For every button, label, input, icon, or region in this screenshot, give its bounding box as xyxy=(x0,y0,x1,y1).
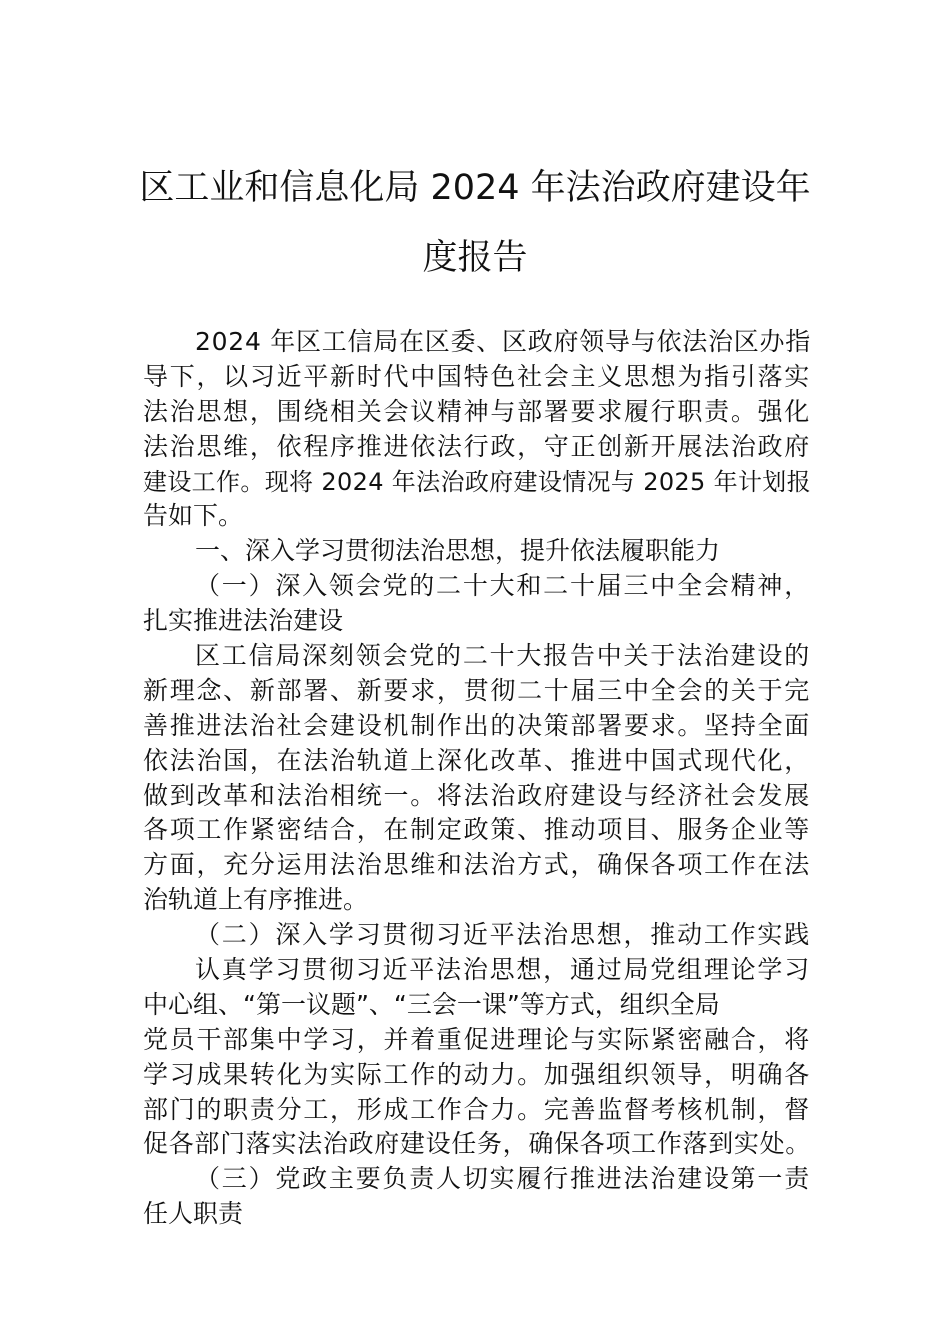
text-line: 一、深入学习贯彻法治思想，提升依法履职能力 xyxy=(195,536,721,566)
text-line: （三）党政主要负责人切实履行推进法治建设第一责 xyxy=(195,1164,811,1194)
text-line: （一）深入领会党的二十大和二十届三中全会精神， xyxy=(195,571,811,601)
text-line: 告如下。 xyxy=(143,501,244,531)
document-title-line-1: 区工业和信息化局 2024 年法治政府建设年 xyxy=(139,168,811,208)
text-line: 依法治国，在法治轨道上深化改革、推进中国式现代化， xyxy=(143,745,811,775)
document-body xyxy=(143,325,811,1232)
text-line: 做到改革和法治相统一。将法治政府建设与经济社会发展 xyxy=(143,780,811,810)
text-line: （二）深入学习贯彻习近平法治思想，推动工作实践 xyxy=(195,920,811,950)
text-line: 2024 年区工信局在区委、区政府领导与依法治区办指 xyxy=(195,327,811,356)
text-line: 部门的职责分工，形成工作合力。完善监督考核机制，督 xyxy=(143,1094,811,1124)
text-line: 促各部门落实法治政府建设任务，确保各项工作落到实处。 xyxy=(143,1129,811,1159)
document-title-line-2: 度报告 xyxy=(422,238,528,278)
text-line: 任人职责 xyxy=(143,1199,244,1229)
text-line: 法治思想，围绕相关会议精神与部署要求履行职责。强化 xyxy=(143,396,811,426)
text-line: 中心组、“第一议题”、“三会一课”等方式，组织全局 xyxy=(143,989,720,1019)
text-line: 扎实推进法治建设 xyxy=(143,606,344,636)
text-line: 区工信局深刻领会党的二十大报告中关于法治建设的 xyxy=(195,641,811,671)
text-line: 新理念、新部署、新要求，贯彻二十届三中全会的关于完 xyxy=(143,675,811,705)
text-line: 治轨道上有序推进。 xyxy=(143,885,369,915)
text-line: 党员干部集中学习，并着重促进理论与实际紧密融合，将 xyxy=(143,1024,811,1054)
text-line: 法治思维，依程序推进依法行政，守正创新开展法治政府 xyxy=(143,431,811,461)
text-line: 导下，以习近平新时代中国特色社会主义思想为指引落实 xyxy=(143,361,811,391)
text-line: 学习成果转化为实际工作的动力。加强组织领导，明确各 xyxy=(143,1059,811,1089)
text-line: 建设工作。现将 2024 年法治政府建设情况与 2025 年计划报 xyxy=(143,467,811,496)
text-line: 认真学习贯彻习近平法治思想，通过局党组理论学习 xyxy=(195,955,811,985)
text-line: 善推进法治社会建设机制作出的决策部署要求。坚持全面 xyxy=(143,710,811,740)
text-line: 各项工作紧密结合，在制定政策、推动项目、服务企业等 xyxy=(143,815,811,845)
text-line: 方面，充分运用法治思维和法治方式，确保各项工作在法 xyxy=(143,850,811,880)
